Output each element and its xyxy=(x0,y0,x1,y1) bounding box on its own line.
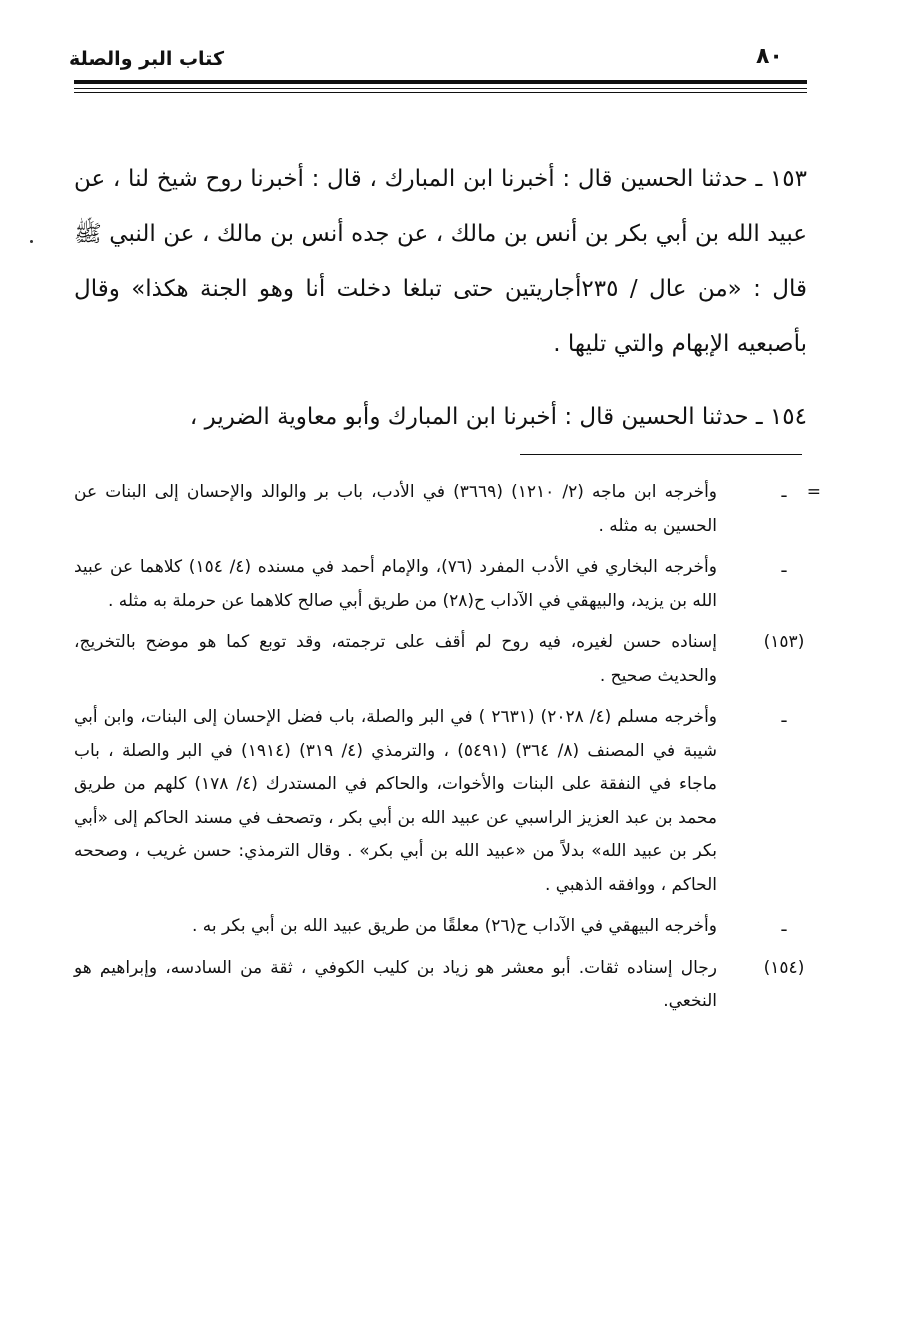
footnote-marker: (١٥٤) xyxy=(763,957,805,978)
footnote-text: رجال إسناده ثقات. أبو معشر هو زياد بن كليب الكوفي ، ثقة من السادسه، وإبراهيم هو النخعي. xyxy=(74,957,717,1011)
footnote-item xyxy=(74,701,815,902)
footnote-item xyxy=(74,910,815,944)
footnote-marker: ـ xyxy=(781,482,787,502)
footnote-marker: ـ xyxy=(781,557,787,577)
header-rule-thick xyxy=(74,80,807,84)
footnote-marker: ـ xyxy=(781,916,787,936)
footnote-item xyxy=(74,476,821,543)
page-number: ٨٠ xyxy=(756,44,783,69)
margin-speck xyxy=(30,240,33,243)
hadith-153: ١٥٣ ـ حدثنا الحسين قال : أخبرنا ابن المبارك ، قال : أخبرنا روح شيخ لنا ، عن عبيد الله بن أبي بكر بن أنس بن مالك ، عن جده أنس بن مالك ، عن النبي ﷺ قال : «من عال / ٢٣٥أجاريتين حتى تبلغا دخلت أنا وهو الجنة هكذا» وقال بأصبعيه الإبهام والتي تليها . xyxy=(74,166,808,357)
running-header-title: كتاب البر والصلة xyxy=(69,48,224,70)
footnote-separator xyxy=(520,454,802,455)
main-text xyxy=(74,152,807,445)
hadith-154: ١٥٤ ـ حدثنا الحسين قال : أخبرنا ابن المبارك وأبو معاوية الضرير ، xyxy=(189,404,807,430)
footnote-text: إسناده حسن لغيره، فيه روح لم أقف على ترجمته، وقد توبع كما هو موضح بالتخريج، والحديث صحيح . xyxy=(74,632,717,686)
footnote-item xyxy=(74,952,815,1019)
footnote-text: وأخرجه البيهقي في الآداب ح(٢٦) معلقًا من طريق عبيد الله بن أبي بكر به . xyxy=(192,916,717,936)
header-rule-thin-second xyxy=(74,92,807,93)
footnotes xyxy=(74,476,821,1019)
footnote-item xyxy=(74,626,815,693)
footnote-text: وأخرجه مسلم (٤/ ٢٠٢٨) (٢٦٣١ ) في البر والصلة، باب فضل الإحسان إلى البنات، وابن أبي شيبة في المصنف (٨/ ٣٦٤) (٥٤٩١) ، والترمذي (٤/ ٣١٩) (١٩١٤) في البر والصلة ، باب ماجاء في النفقة على البنات والأخوات، والحاكم في المستدرك (٤/ ١٧٨) كلهم من طريق محمد بن عبد العزيز الراسبي عن عبيد الله بن أبي بكر ، وتصحف في مسند الحاكم إلى «أبي بكر بن عبيد الله» بدلاً من «عبيد الله بن أبي بكر» . وقال الترمذي: حسن غريب ، وصححه الحاكم ، ووافقه الذهبي . xyxy=(74,707,718,895)
footnote-marker: ـ xyxy=(781,707,787,727)
footnote-text: وأخرجه ابن ماجه (٢/ ١٢١٠) (٣٦٦٩) في الأدب، باب بر والوالد والإحسان إلى البنات عن الحسين به مثله . xyxy=(74,482,718,536)
footnote-marker: (١٥٣) xyxy=(763,632,805,652)
footnote-item xyxy=(74,551,815,618)
continuation-mark: = xyxy=(806,482,821,502)
footnote-text: وأخرجه البخاري في الأدب المفرد (٧٦)، والإمام أحمد في مسنده (٤/ ١٥٤) كلاهما عن عبيد الله بن يزيد، والبيهقي في الآداب ح(٢٨) من طريق أبي صالح كلاهما عن حرملة به مثله . xyxy=(74,557,717,611)
header-rule-thin xyxy=(74,88,807,89)
